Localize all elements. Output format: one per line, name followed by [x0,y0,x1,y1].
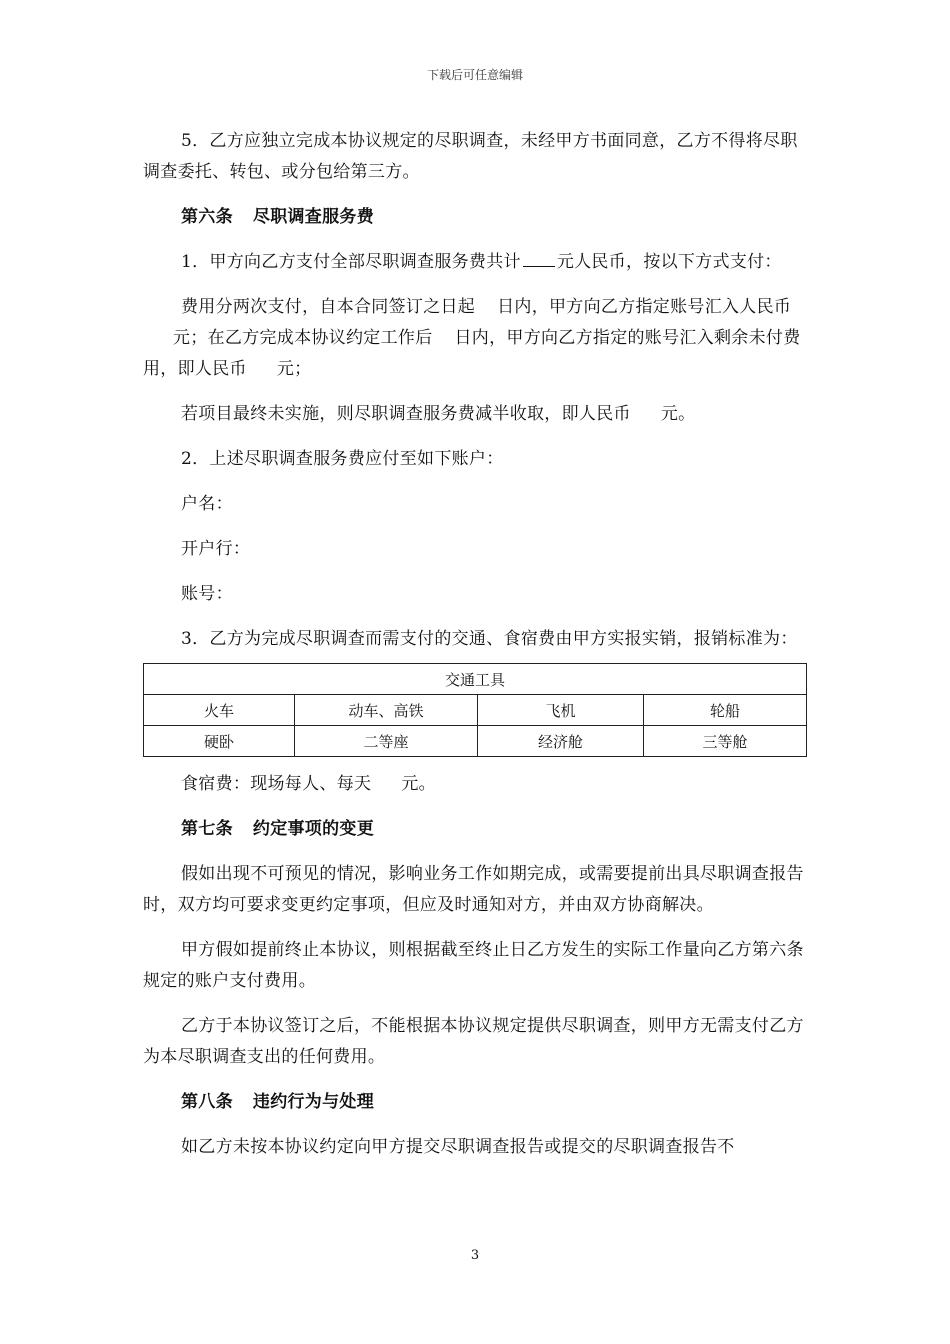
article-8-heading [143,1087,807,1118]
clause-text: 元人民币，按以下方式支付： [556,252,782,272]
clause-5: 5．乙方应独立完成本协议规定的尽职调查，未经甲方书面同意，乙方不得将尽职调查委托、转包、或分包给第三方。 [143,131,798,182]
article-8-para-1: 如乙方未按本协议约定向甲方提交尽职调查报告或提交的尽职调查报告不 [181,1137,735,1157]
clause-text: 元；在乙方完成本协议约定工作后 [173,328,433,348]
account-name-label: 户名： [181,494,233,514]
article-6-number: 第六条 [181,207,233,227]
article-6-payment-schedule [143,292,807,385]
page-number: 3 [470,1248,480,1263]
document-body [143,126,807,1177]
table-cell: 火车 [144,695,295,726]
page-header-note: 下载后可任意编辑 [426,68,523,82]
table-header-row [144,695,807,726]
table-cell: 三等舱 [644,726,807,757]
clause-text: 1．甲方向乙方支付全部尽职调查服务费共计 [181,252,521,272]
table-cell: 轮船 [644,695,807,726]
article-6-clause-3: 3．乙方为完成尽职调查而需支付的交通、食宿费由甲方实报实销，报销标准为： [181,629,798,649]
table-cell: 经济舱 [478,726,644,757]
article-6-half-fee [143,399,807,430]
article-7-para-1: 假如出现不可预见的情况，影响业务工作如期完成，或需要提前出具尽职调查报告时，双方均可要求变更约定事项，但应及时通知对方，并由双方协商解决。 [143,864,804,915]
clause-text: 日内，甲方向乙方指定的账号汇入剩余未付费用，即人民币 [143,328,801,379]
article-7-number: 第七条 [181,819,233,839]
table-cell: 二等座 [295,726,478,757]
article-8-number: 第八条 [181,1092,233,1112]
article-7-para-2: 甲方假如提前终止本协议，则根据截至终止日乙方发生的实际工作量向乙方第六条规定的账户支付费用。 [143,940,804,991]
transport-standard-table [143,663,807,757]
meals-fee [143,769,807,800]
fill-blank [523,248,555,267]
article-6-title: 尽职调查服务费 [252,207,375,227]
article-6-clause-1 [143,247,807,278]
article-8-title: 违约行为与处理 [252,1092,375,1112]
clause-text: 若项目最终未实施，则尽职调查服务费减半收取，即人民币 [181,404,631,424]
table-title-cell: 交通工具 [144,664,807,695]
table-cell: 硬卧 [144,726,295,757]
article-7-para-3: 乙方于本协议签订之后，不能根据本协议规定提供尽职调查，则甲方无需支付乙方为本尽职调查支出的任何费用。 [143,1016,804,1067]
table-cell: 飞机 [478,695,644,726]
article-7-title: 约定事项的变更 [252,819,375,839]
clause-text: 元； [276,359,312,379]
table-title-row [144,664,807,695]
article-6-heading [143,202,807,233]
article-6-clause-2: 2．上述尽职调查服务费应付至如下账户： [181,449,504,469]
bank-label: 开户行： [181,539,251,559]
article-7-heading [143,814,807,845]
account-number-label: 账号： [181,584,233,604]
clause-text: 日内，甲方向乙方指定账号汇入人民币 [497,297,792,317]
clause-text: 元。 [401,774,436,794]
clause-text: 元。 [660,404,696,424]
table-row [144,726,807,757]
clause-text: 食宿费：现场每人、每天 [181,774,372,794]
clause-text: 费用分两次支付，自本合同签订之日起 [181,297,476,317]
table-cell: 动车、高铁 [295,695,478,726]
